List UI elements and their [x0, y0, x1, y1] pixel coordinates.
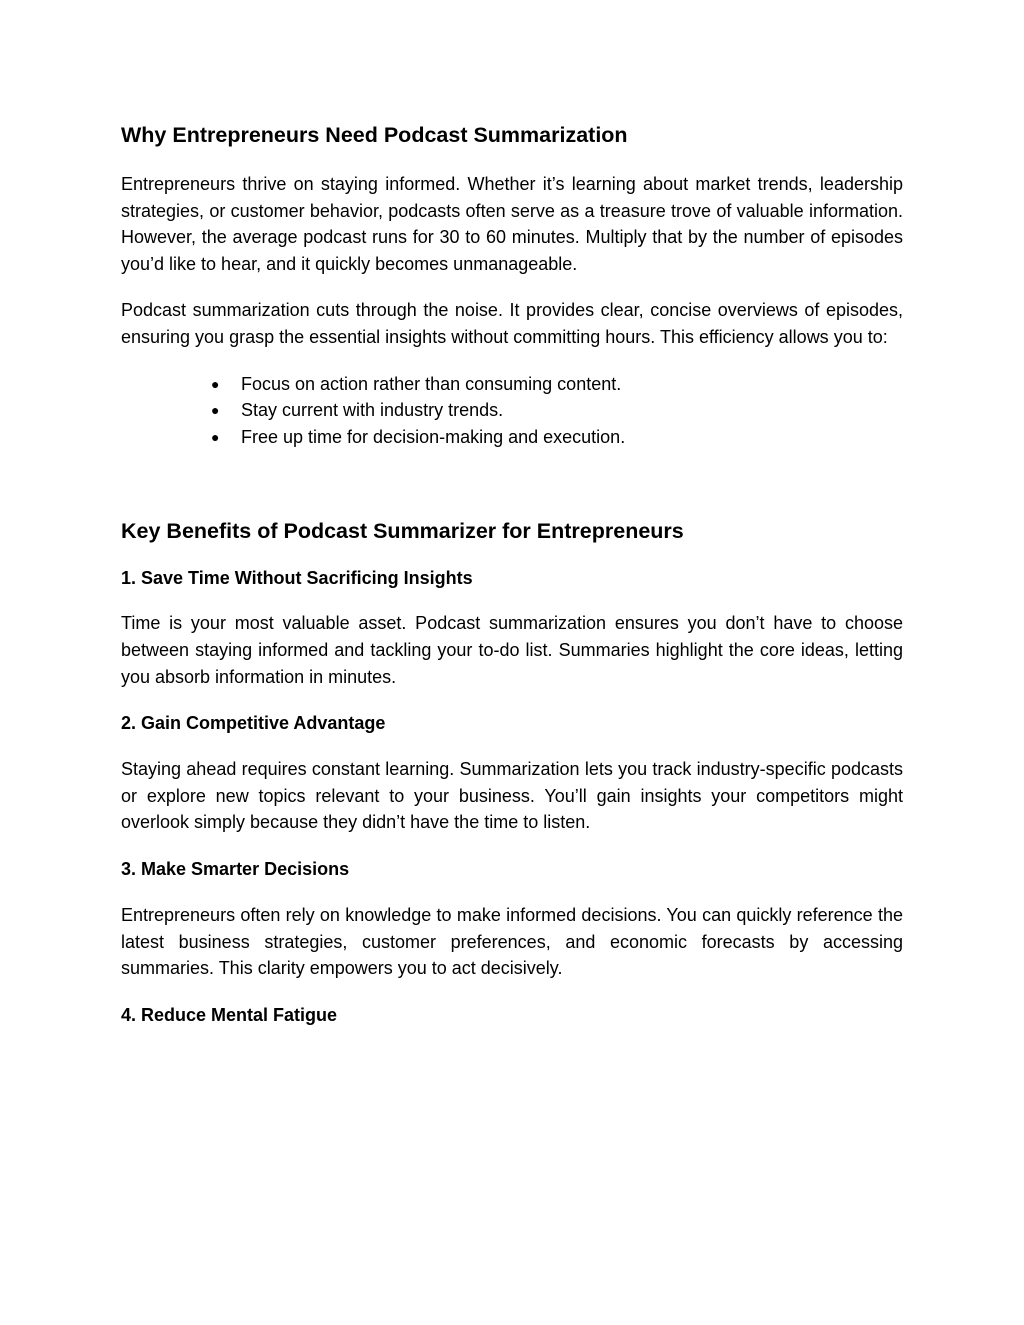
paragraph-save-time: Time is your most valuable asset. Podcast summarization ensures you don’t have to choose between staying informed and tackling your to-do list. Summaries highlight the core ideas, letting you absorb information in minutes. [121, 613, 903, 687]
subheading-competitive-advantage: 2. Gain Competitive Advantage [121, 713, 386, 734]
list-item-text: Free up time for decision-making and execution. [241, 426, 626, 447]
list-item-text: Stay current with industry trends. [241, 400, 504, 421]
subheading-mental-fatigue: 4. Reduce Mental Fatigue [121, 1004, 338, 1025]
subheading-smarter-decisions: 3. Make Smarter Decisions [121, 858, 350, 879]
paragraph-intro: Entrepreneurs thrive on staying informed. Whether it’s learning about market trends, leadership strategies, or customer behavior, podcasts often serve as a treasure trove of valuable information. However, the average podcast runs for 30 to 60 minutes. Multiply that by the number of episodes you’d like to hear, and it quickly becomes unmanageable. [121, 174, 903, 274]
document-page [121, 120, 903, 1028]
bullet-icon: ● [211, 375, 220, 392]
section-heading-key-benefits: Key Benefits of Podcast Summarizer for Entrepreneurs [121, 519, 684, 544]
section-heading-why: Why Entrepreneurs Need Podcast Summarization [121, 123, 628, 147]
list-item [211, 424, 903, 451]
list-item [211, 397, 903, 424]
paragraph-competitive-advantage: Staying ahead requires constant learning. Summarization lets you track industry-specific podcasts or explore new topics relevant to your business. You’ll gain insights your competitors might overlook simply because they didn’t have the time to listen. [121, 759, 903, 833]
bullet-icon: ● [211, 428, 220, 445]
bullet-icon: ● [211, 402, 220, 419]
list-item-text: Focus on action rather than consuming content. [241, 373, 622, 394]
paragraph-summarization: Podcast summarization cuts through the noise. It provides clear, concise overviews of episodes, ensuring you grasp the essential insights without committing hours. This efficiency allows you to: [121, 300, 903, 347]
benefit-list [121, 371, 903, 451]
list-item [211, 371, 903, 398]
paragraph-smarter-decisions: Entrepreneurs often rely on knowledge to make informed decisions. You can quickly reference the latest business strategies, customer preferences, and economic forecasts by accessing summaries. This clarity empowers you to act decisively. [121, 904, 903, 979]
subheading-save-time: 1. Save Time Without Sacrificing Insights [121, 568, 473, 589]
